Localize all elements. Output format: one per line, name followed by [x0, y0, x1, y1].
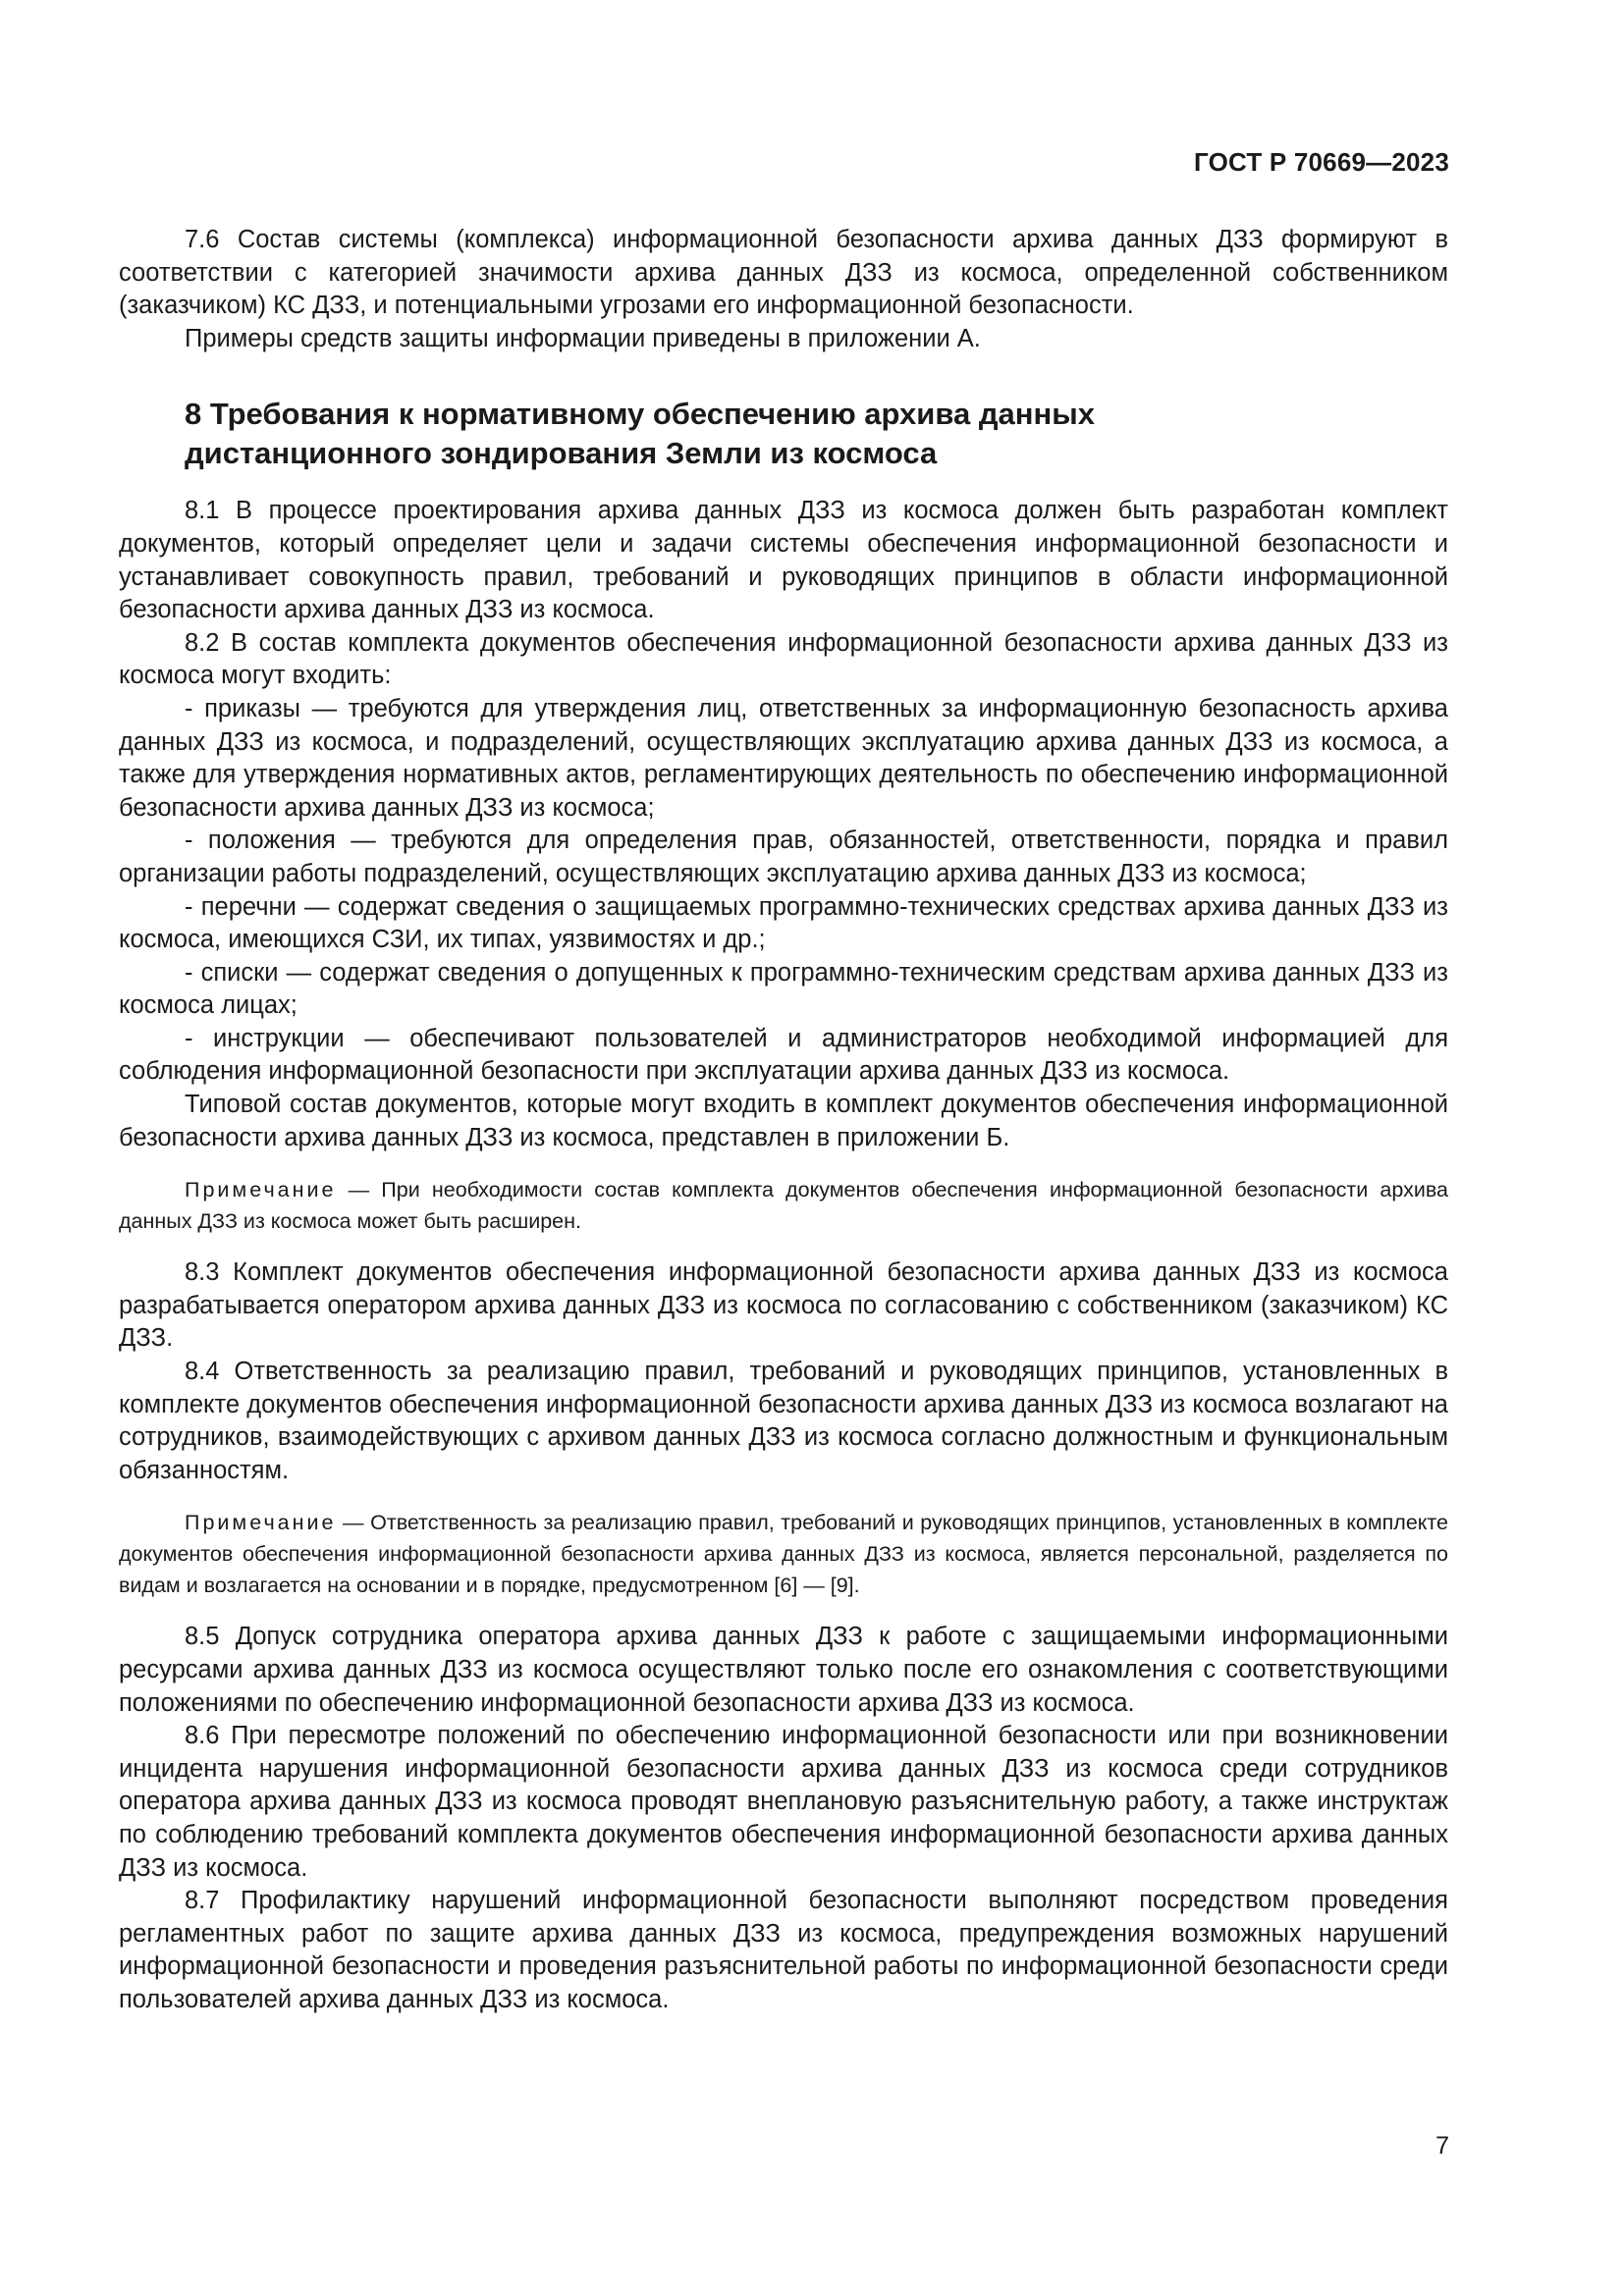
section-8-title-line1: 8 Требования к нормативному обеспечению архива данных [185, 397, 1095, 432]
list-item-lists-persons: - списки — содержат сведения о допущенных к программно-техническим средствам архива данных ДЗЗ из космоса лицах; [119, 958, 1448, 1020]
note-2-text: — Ответственность за реализацию правил, требований и руководящих принципов, установленных в комплекте документов обеспечения информационной безопасности архива данных ДЗЗ из космоса, является персональной, разделяется по видам и возлагается на основании и в порядке, предусмотренном [6] — [9]. [119, 1511, 1448, 1598]
page-number: 7 [1435, 2132, 1449, 2160]
paragraph-7-6: 7.6 Состав системы (комплекса) информационной безопасности архива данных ДЗЗ формируют в соответствии с категорией значимости архива данных ДЗЗ из космоса, определенной собственником (заказчиком) КС ДЗЗ, и потенциальными угрозами его информационной безопасности. [119, 226, 1448, 320]
note-1-text: — При необходимости состав комплекта документов обеспечения информационной безопасности архива данных ДЗЗ из космоса может быть расширен. [119, 1178, 1448, 1234]
paragraph-8-5: 8.5 Допуск сотрудника оператора архива данных ДЗЗ к работе с защищаемыми информационными ресурсами архива данных ДЗЗ из космоса осуществляют только после его ознакомления с соответствующими положениями по обеспечению информационной безопасности архива ДЗЗ из космоса. [119, 1623, 1448, 1717]
list-item-instructions: - инструкции — обеспечивают пользователей и администраторов необходимой информацией для соблюдения информационной безопасности при эксплуатации архива данных ДЗЗ из космоса. [119, 1024, 1448, 1086]
note-2-label: Примечание [185, 1511, 337, 1535]
paragraph-8-2: 8.2 В состав комплекта документов обеспечения информационной безопасности архива данных ДЗЗ из космоса могут входить: [119, 628, 1448, 690]
document-code-header: ГОСТ Р 70669—2023 [1194, 147, 1449, 177]
paragraph-8-3: 8.3 Комплект документов обеспечения информационной безопасности архива данных ДЗЗ из космоса разрабатывается оператором архива данных ДЗЗ из космоса по согласованию с собственником (заказчиком) КС ДЗЗ. [119, 1258, 1448, 1353]
paragraph-8-1: 8.1 В процессе проектирования архива данных ДЗЗ из космоса должен быть разработан комплект документов, который определяет цели и задачи системы обеспечения информационной безопасности и устанавливает совокупность правил, требований и руководящих принципов в области информационной безопасности архива данных ДЗЗ из космоса. [119, 497, 1448, 624]
note-1-label: Примечание [185, 1178, 337, 1202]
list-item-orders: - приказы — требуются для утверждения лиц, ответственных за информационную безопасность архива данных ДЗЗ из космоса, и подразделений, осуществляющих эксплуатацию архива данных ДЗЗ из космоса, а также для утверждения нормативных актов, регламентирующих деятельность по обеспечению информационной безопасности архива данных ДЗЗ из космоса; [119, 694, 1448, 822]
list-item-lists-assets: - перечни — содержат сведения о защищаемых программно-технических средствах архива данных ДЗЗ из космоса, имеющихся СЗИ, их типах, уязвимостях и др.; [119, 892, 1448, 954]
list-item-regulations: - положения — требуются для определения прав, обязанностей, ответственности, порядка и правил организации работы подразделений, осуществляющих эксплуатацию архива данных ДЗЗ из космоса; [119, 827, 1448, 887]
paragraph-8-7: 8.7 Профилактику нарушений информационной безопасности выполняют посредством проведения регламентных работ по защите архива данных ДЗЗ из космоса, предупреждения возможных нарушений информационной безопасности и проведения разъяснительной работы по информационной безопасности среди пользователей архива данных ДЗЗ из космоса. [119, 1887, 1448, 2013]
paragraph-8-6: 8.6 При пересмотре положений по обеспечению информационной безопасности или при возникновении инцидента нарушения информационной безопасности архива данных ДЗЗ из космоса среди сотрудников оператора архива данных ДЗЗ из космоса проводят внеплановую разъяснительную работу, а также инструктаж по соблюдению требований комплекта документов обеспечения информационной безопасности архива данных ДЗЗ из космоса. [119, 1722, 1448, 1882]
note-2 [119, 1507, 1448, 1601]
section-8-title [119, 395, 1448, 473]
page-content [119, 224, 1448, 2017]
paragraph-7-6-examples: Примеры средств защиты информации приведены в приложении А. [185, 324, 981, 352]
paragraph-8-2-typical: Типовой состав документов, которые могут входить в комплект документов обеспечения информационной безопасности архива данных ДЗЗ из космоса, представлен в приложении Б. [119, 1091, 1448, 1151]
note-1 [119, 1174, 1448, 1237]
paragraph-8-4: 8.4 Ответственность за реализацию правил, требований и руководящих принципов, установленных в комплекте документов обеспечения информационной безопасности архива данных ДЗЗ из космоса возлагают на сотрудников, взаимодействующих с архивом данных ДЗЗ из космоса согласно должностным и функциональным обязанностям. [119, 1358, 1448, 1484]
section-8-title-line2: дистанционного зондирования Земли из космоса [185, 436, 938, 471]
